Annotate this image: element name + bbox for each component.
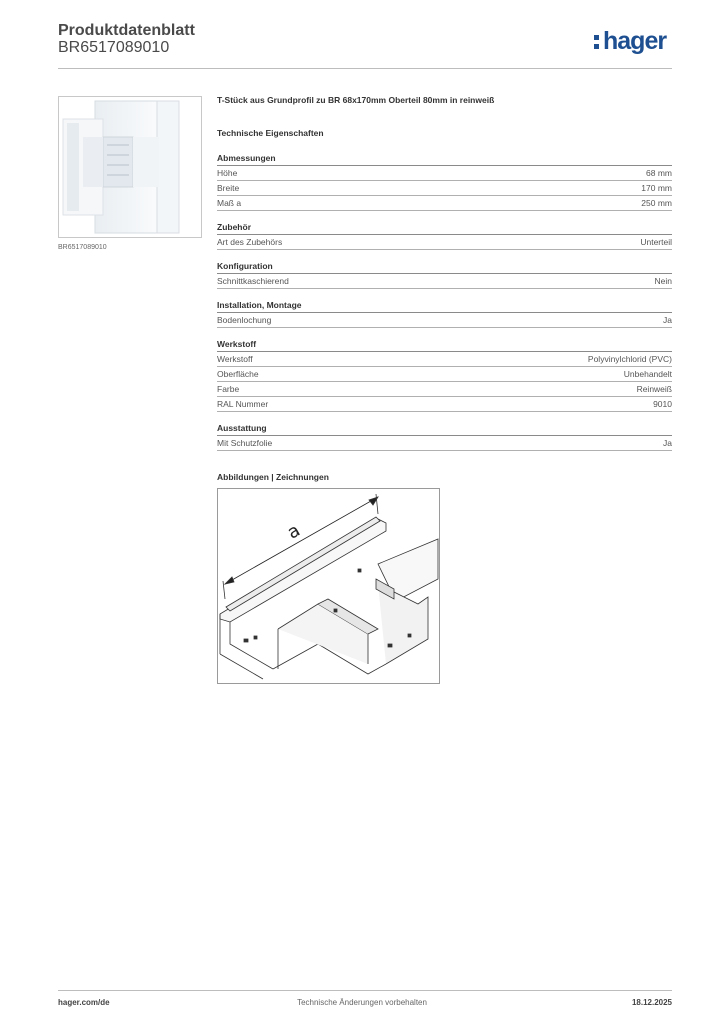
property-row bbox=[217, 196, 672, 211]
property-value: Ja bbox=[663, 315, 672, 325]
property-label: Maß a bbox=[217, 198, 242, 208]
property-label: Höhe bbox=[217, 168, 238, 178]
property-value: 250 mm bbox=[641, 198, 672, 208]
property-row bbox=[217, 352, 672, 367]
property-row bbox=[217, 382, 672, 397]
section-heading: Ausstattung bbox=[217, 422, 672, 436]
t-piece-drawing-icon bbox=[218, 489, 439, 683]
property-value: Reinweiß bbox=[636, 384, 672, 394]
logo-colon-icon bbox=[594, 33, 600, 50]
property-label: RAL Nummer bbox=[217, 399, 269, 409]
footer-website[interactable]: hager.com/de bbox=[58, 998, 110, 1007]
section-heading: Werkstoff bbox=[217, 338, 672, 352]
property-value: 170 mm bbox=[641, 183, 672, 193]
property-label: Art des Zubehörs bbox=[217, 237, 283, 247]
section-heading: Abmessungen bbox=[217, 152, 672, 166]
property-label: Mit Schutzfolie bbox=[217, 438, 273, 448]
property-row bbox=[217, 436, 672, 451]
property-label: Farbe bbox=[217, 384, 240, 394]
section-installation-montage bbox=[217, 299, 672, 328]
property-row bbox=[217, 397, 672, 412]
property-value: 68 mm bbox=[646, 168, 672, 178]
footer-date: 18.12.2025 bbox=[631, 998, 672, 1007]
dimension-label: a bbox=[283, 519, 304, 544]
section-werkstoff bbox=[217, 338, 672, 412]
product-details bbox=[217, 95, 672, 482]
section-abmessungen bbox=[217, 152, 672, 211]
property-row bbox=[217, 181, 672, 196]
property-label: Bodenlochung bbox=[217, 315, 272, 325]
section-ausstattung bbox=[217, 422, 672, 451]
footer-note: Technische Änderungen vorbehalten bbox=[297, 998, 427, 1007]
photo-caption: BR6517089010 bbox=[58, 244, 107, 251]
property-row bbox=[217, 367, 672, 382]
section-zubehör bbox=[217, 221, 672, 250]
images-heading: Abbildungen | Zeichnungen bbox=[217, 472, 329, 482]
tech-properties-heading: Technische Eigenschaften bbox=[217, 128, 324, 138]
property-label: Schnittkaschierend bbox=[217, 276, 289, 286]
property-value: Unbehandelt bbox=[623, 369, 672, 379]
property-label: Breite bbox=[217, 183, 240, 193]
logo-text: hager bbox=[603, 27, 667, 55]
property-label: Oberfläche bbox=[217, 369, 259, 379]
property-value: 9010 bbox=[653, 399, 672, 409]
product-photo bbox=[58, 96, 202, 238]
property-value: Polyvinylchlorid (PVC) bbox=[587, 354, 672, 364]
t-piece-photo-icon bbox=[59, 97, 201, 237]
footer-divider bbox=[58, 990, 672, 991]
property-value: Ja bbox=[663, 438, 672, 448]
property-value: Nein bbox=[654, 276, 672, 286]
property-sections bbox=[217, 152, 672, 451]
property-row bbox=[217, 166, 672, 181]
article-number: BR6517089010 bbox=[58, 39, 170, 56]
section-konfiguration bbox=[217, 260, 672, 289]
header-divider bbox=[58, 68, 672, 69]
section-heading: Konfiguration bbox=[217, 260, 672, 274]
property-value: Unterteil bbox=[640, 237, 672, 247]
property-row bbox=[217, 274, 672, 289]
property-row bbox=[217, 313, 672, 328]
property-label: Werkstoff bbox=[217, 354, 253, 364]
technical-drawing bbox=[217, 488, 440, 684]
page-title: Produktdatenblatt bbox=[58, 22, 195, 39]
section-heading: Zubehör bbox=[217, 221, 672, 235]
property-row bbox=[217, 235, 672, 250]
hager-logo bbox=[594, 27, 666, 56]
section-heading: Installation, Montage bbox=[217, 299, 672, 313]
product-title: T-Stück aus Grundprofil zu BR 68x170mm Oberteil 80mm in reinweiß bbox=[217, 95, 495, 105]
